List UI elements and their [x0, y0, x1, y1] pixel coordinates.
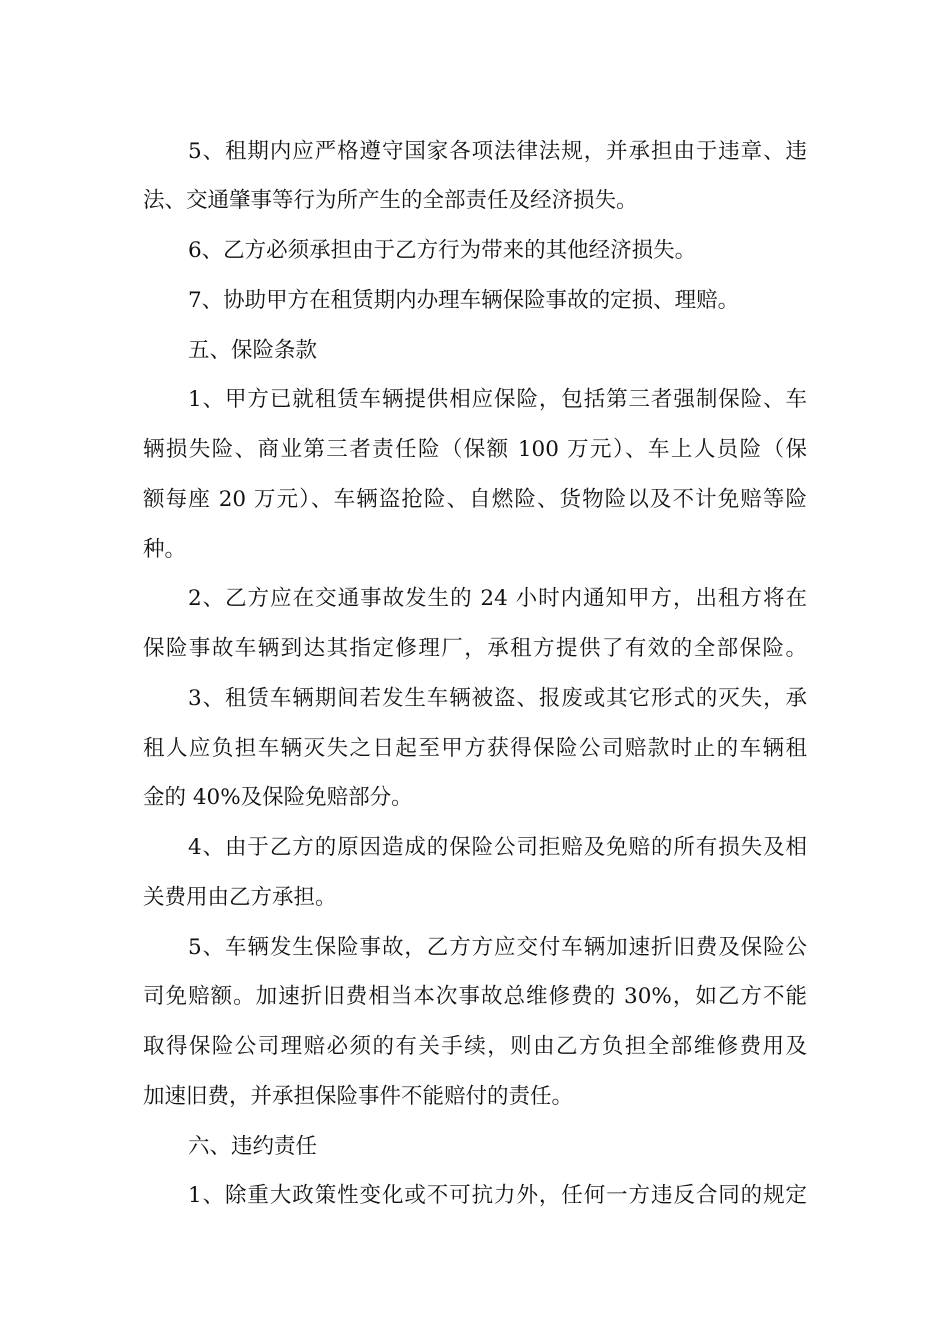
text-line	[0, 132, 950, 172]
text-line	[0, 1027, 950, 1067]
paragraph-text: 法、交通肇事等行为所产生的全部责任及经济损失。	[143, 188, 638, 213]
paragraph-text: 6、乙方必须承担由于乙方行为带来的其他经济损失。	[188, 238, 697, 263]
paragraph-text: 7、协助甲方在租赁期内办理车辆保险事故的定损、理赔。	[188, 288, 740, 313]
paragraph-text: 2、乙方应在交通事故发生的 24 小时内通知甲方，出租方将在	[188, 586, 807, 611]
text-line	[0, 729, 950, 769]
text-line	[0, 281, 950, 321]
paragraph-text: 1、甲方已就租赁车辆提供相应保险，包括第三者强制保险、车	[188, 387, 807, 412]
paragraph-text: 种。	[143, 537, 187, 562]
text-line	[0, 231, 950, 271]
text-line	[0, 778, 950, 818]
paragraph-text: 1、除重大政策性变化或不可抗力外，任何一方违反合同的规定	[188, 1183, 807, 1208]
paragraph-text: 关费用由乙方承担。	[143, 885, 337, 910]
text-line	[0, 928, 950, 968]
paragraph-text: 加速旧费，并承担保险事件不能赔付的责任。	[143, 1084, 574, 1109]
text-line	[0, 629, 950, 669]
text-line	[0, 480, 950, 520]
paragraph-text: 租人应负担车辆灭失之日起至甲方获得保险公司赔款时止的车辆租	[143, 736, 807, 761]
paragraph-text: 保险事故车辆到达其指定修理厂，承租方提供了有效的全部保险。	[143, 636, 807, 661]
text-line	[0, 430, 950, 470]
section-heading: 六、违约责任	[188, 1134, 318, 1159]
paragraph-text: 司免赔额。加速折旧费相当本次事故总维修费的 30%，如乙方不能	[143, 984, 807, 1009]
paragraph-text: 4、由于乙方的原因造成的保险公司拒赔及免赔的所有损失及相	[188, 835, 807, 860]
text-line	[0, 828, 950, 868]
paragraph-text: 辆损失险、商业第三者责任险（保额 100 万元）、车上人员险（保	[143, 437, 807, 462]
paragraph-text: 5、租期内应严格遵守国家各项法律法规，并承担由于违章、违	[188, 139, 807, 164]
text-line	[0, 579, 950, 619]
text-line	[0, 1077, 950, 1117]
section-heading: 五、保险条款	[188, 338, 318, 363]
text-line	[0, 977, 950, 1017]
text-line	[0, 1176, 950, 1216]
text-line	[0, 530, 950, 570]
text-line	[0, 380, 950, 420]
paragraph-text: 5、车辆发生保险事故，乙方方应交付车辆加速折旧费及保险公	[188, 935, 807, 960]
text-line	[0, 181, 950, 221]
text-line	[0, 679, 950, 719]
paragraph-text: 取得保险公司理赔必须的有关手续，则由乙方负担全部维修费用及	[143, 1034, 807, 1059]
text-line	[0, 331, 950, 371]
text-line	[0, 1127, 950, 1167]
text-line	[0, 878, 950, 918]
paragraph-text: 3、租赁车辆期间若发生车辆被盗、报废或其它形式的灭失，承	[188, 686, 807, 711]
paragraph-text: 额每座 20 万元）、车辆盗抢险、自燃险、货物险以及不计免赔等险	[143, 487, 807, 512]
paragraph-text: 金的 40%及保险免赔部分。	[143, 785, 413, 810]
